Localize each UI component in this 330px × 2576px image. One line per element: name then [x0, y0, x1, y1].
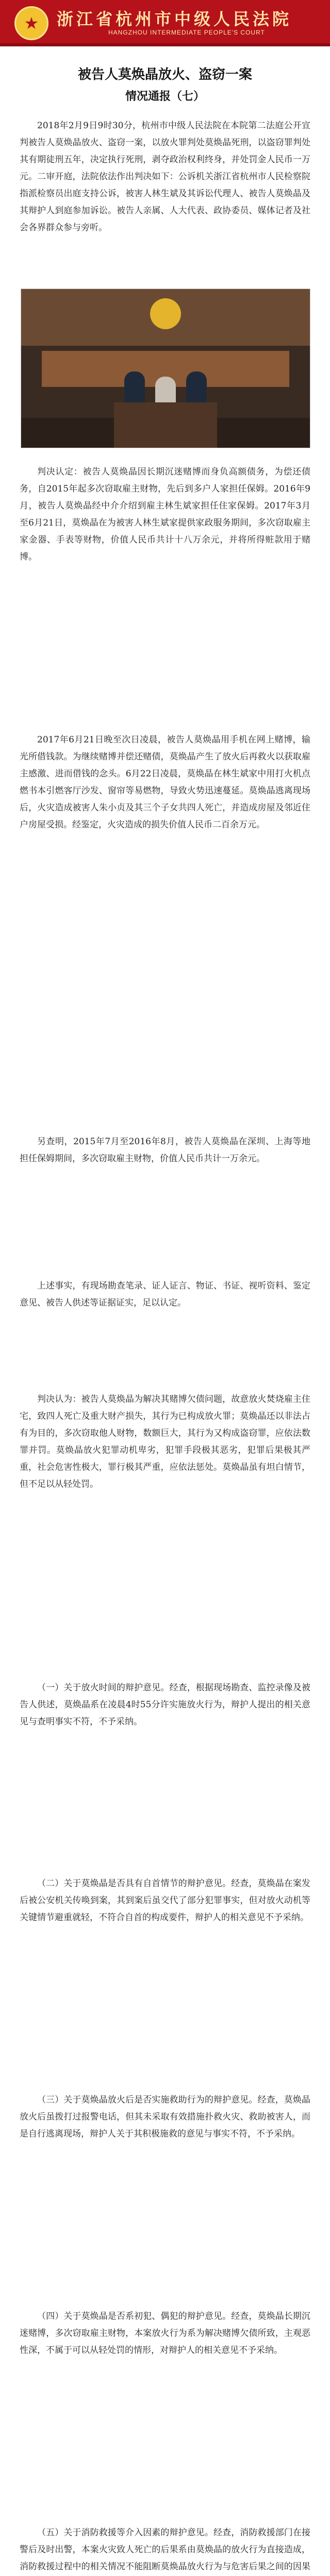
- national-emblem-icon: ★: [14, 6, 48, 40]
- body-paragraph: 上述事实，有现场勘查笔录、证人证言、物证、书证、视听资料、鉴定意见、被告人供述等证据证实，足以认定。: [20, 1281, 310, 1308]
- court-name-cn: 浙江省杭州市中级人民法院: [57, 9, 292, 29]
- court-name-en: HANGZHOU INTERMEDIATE PEOPLE'S COURT: [108, 29, 265, 36]
- body-paragraph: 2017年6月21日晚至次日凌晨，被告人莫焕晶用手机在网上赌博，输光所借钱款。为继续赌博并偿还赌债，莫焕晶产生了放火后再救火以获取雇主感激、进而借钱的念头。6月22日凌晨，莫焕晶在林生斌家中用打火机点燃书本引燃客厅沙发、窗帘等易燃物，导致火势迅速蔓延。莫焕晶逃离现场后，火灾造成被害人朱小贞及其三个子女共四人死亡，并造成房屋及邻近住户房屋受损。经鉴定，火灾造成的损失价值人民币二百余万元。: [20, 735, 310, 830]
- body-paragraph: （四）关于莫焕晶是否系初犯、偶犯的辩护意见。经查，莫焕晶长期沉迷赌博，多次窃取雇主财物，本案放火行为系为解决赌博欠债所致，主观恶性深，不属于可以从轻处罚的情形，对辩护人的相关意见不予采纳。: [20, 2311, 310, 2355]
- body-paragraph: （五）关于消防救援等介入因素的辩护意见。经查，消防救援部门在接警后及时出警，本案火灾致人死亡的后果系由莫焕晶的放火行为直接造成，消防救援过程中的相关情况不能阻断莫焕晶放火行为与危害后果之间的因果: [20, 2528, 310, 2572]
- header-banner: [0, 0, 330, 46]
- courtroom-photo: [21, 289, 310, 448]
- body-paragraph: （三）关于莫焕晶放火后是否实施救助行为的辩护意见。经查，莫焕晶放火后虽拨打过报警电话，但其未采取有效措施扑救火灾、救助被害人，而是自行逃离现场，辩护人关于其积极施救的意见与事实不符，不予采纳。: [20, 2095, 310, 2139]
- courtroom-emblem-icon: [150, 298, 181, 329]
- body-paragraph: 判决认为：被告人莫焕晶为解决其赌博欠债问题，故意放火焚烧雇主住宅，致四人死亡及重大财产损失，其行为已构成放火罪；莫焕晶还以非法占有为目的，多次窃取他人财物，数额巨大，其行为又构成盗窃罪，应依法数罪并罚。莫焕晶放火犯罪动机卑劣，犯罪手段极其恶劣，犯罪后果极其严重，社会危害性极大，罪行极其严重，应依法惩处。莫焕晶虽有坦白情节，但不足以从轻处罚。: [20, 1394, 310, 1489]
- body-paragraph: 另查明，2015年7月至2016年8月，被告人莫焕晶在深圳、上海等地担任保姆期间，多次窃取雇主财物，价值人民币共计一万余元。: [20, 1137, 310, 1164]
- article-title: 被告人莫焕晶放火、盗窃一案: [77, 67, 252, 82]
- article-subtitle: 情况通报（七）: [125, 90, 205, 103]
- body-paragraph: （一）关于放火时间的辩护意见。经查，根据现场勘查、监控录像及被告人供述，莫焕晶系在凌晨4时55分许实施放火行为，辩护人提出的相关意见与查明事实不符，不予采纳。: [20, 1683, 310, 1727]
- body-paragraph: 判决认定：被告人莫焕晶因长期沉迷赌博而身负高额债务，为偿还债务，自2015年起多次窃取雇主财物，先后到多户人家担任保姆。2016年9月，被告人莫焕晶经中介介绍到雇主林生斌家担任住家保姆。2017年3月至6月21日，莫焕晶在为被害人林生斌家提供家政服务期间，多次窃取雇主家金器、手表等财物，价值人民币共计十八万余元，并将所得赃款用于赌博。: [20, 467, 310, 562]
- intro-paragraph: 2018年2月9日9时30分，杭州市中级人民法院在本院第二法庭公开宣判被告人莫焕晶放火、盗窃一案，以放火罪判处莫焕晶死刑，以盗窃罪判处其有期徒刑五年，决定执行死刑，剥夺政治权利终身，并处罚金人民币一万元。二审开庭，法院依法作出判决如下：公诉机关浙江省杭州市人民检察院指派检察员出庭支持公诉，被害人林生斌及其诉讼代理人、被告人莫焕晶及其辩护人到庭参加诉讼。被告人亲属、人大代表、政协委员、媒体记者及社会各界群众参与旁听。: [20, 121, 310, 233]
- body-paragraph: （二）关于莫焕晶是否具有自首情节的辩护意见。经查，莫焕晶在案发后被公安机关传唤到案，其到案后虽交代了部分犯罪事实，但对放火动机等关键情节避重就轻，不符合自首的构成要件，辩护人的相关意见不予采纳。: [20, 1878, 310, 1923]
